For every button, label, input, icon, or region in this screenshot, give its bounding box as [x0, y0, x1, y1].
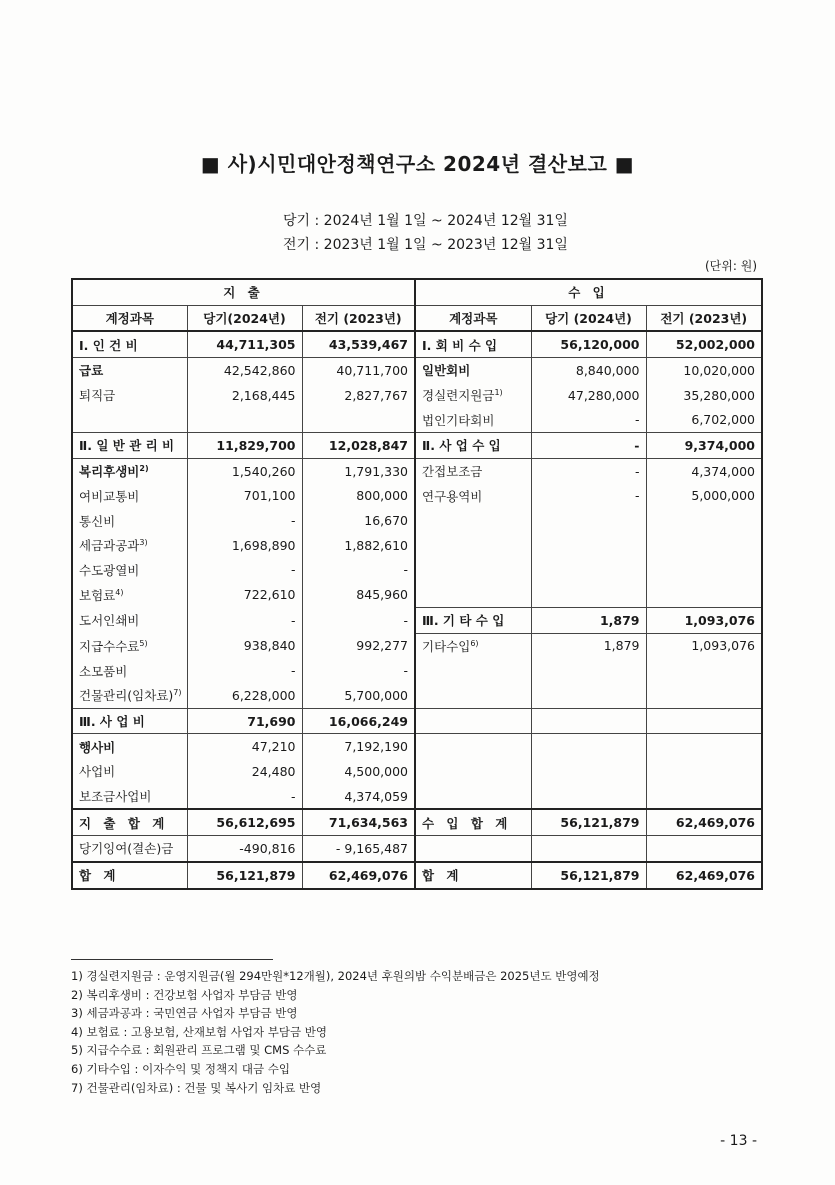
expense-prior-text: 16,670 [364, 513, 408, 529]
expense-current-text: 2,168,445 [231, 387, 296, 403]
income-current-text: 56,121,879 [560, 867, 640, 883]
expense-current [187, 836, 302, 862]
income-header: 수 입 [415, 279, 762, 305]
expense-account-text: 복리후생비 [79, 464, 140, 480]
expense-current [187, 862, 302, 889]
table-row [72, 759, 762, 784]
income-current [531, 558, 646, 583]
income-current [531, 836, 646, 862]
expense-prior-text: 62,469,076 [328, 867, 408, 883]
income-account-text: 기타수입 [422, 638, 471, 654]
income-prior-text: 9,374,000 [684, 437, 755, 453]
expense-account-text: Ⅲ. 사 업 비 [79, 714, 145, 730]
footnote-marker: 2) [139, 464, 149, 473]
expense-header: 지 출 [72, 279, 415, 305]
income-current [531, 358, 646, 383]
income-account [415, 633, 531, 658]
expense-current [187, 433, 302, 459]
expense-account-text: 급료 [79, 363, 104, 379]
expense-prior [302, 759, 415, 784]
table-row [72, 862, 762, 889]
table-row [72, 358, 762, 383]
expense-current [187, 759, 302, 784]
table-row [72, 734, 762, 759]
income-current [531, 508, 646, 533]
expense-account [72, 508, 187, 533]
footnotes [71, 967, 600, 1097]
expense-current-text: 938,840 [243, 638, 296, 654]
expense-prior [302, 508, 415, 533]
expense-current-text: 56,121,879 [216, 867, 296, 883]
expense-current [187, 784, 302, 810]
col-account: 계정과목 [72, 305, 187, 331]
expense-current-text: 701,100 [243, 488, 296, 504]
footnote-marker: 6) [470, 638, 479, 648]
expense-account-text: 도서인쇄비 [79, 613, 140, 629]
expense-prior-text: - 9,165,487 [335, 840, 408, 856]
income-account [415, 383, 531, 408]
expense-current-text: 722,610 [243, 587, 296, 603]
income-prior [646, 358, 762, 383]
footnote-marker: 4) [115, 587, 124, 597]
income-account [415, 331, 531, 357]
expense-prior [302, 533, 415, 558]
income-current-text: - [634, 463, 640, 479]
income-prior [646, 734, 762, 759]
period-current: 당기 : 2024년 1월 1일 ~ 2024년 12월 31일 [283, 213, 568, 229]
income-current [531, 734, 646, 759]
expense-account-text: 통신비 [79, 513, 116, 529]
expense-prior-text: 5,700,000 [344, 687, 408, 703]
income-account-text: 법인기타회비 [422, 412, 495, 428]
expense-account [72, 533, 187, 558]
expense-prior [302, 836, 415, 862]
expense-account-text: 보험료 [79, 587, 116, 603]
expense-current-text: 71,690 [247, 713, 296, 729]
expense-prior [302, 683, 415, 708]
income-current [531, 683, 646, 708]
income-prior-text: 62,469,076 [675, 815, 755, 831]
income-prior [646, 633, 762, 658]
expense-current-text: - [290, 562, 296, 578]
expense-account [72, 633, 187, 658]
expense-current-text: -490,816 [239, 840, 296, 856]
income-prior [646, 383, 762, 408]
expense-prior-text: 800,000 [356, 488, 408, 504]
expense-prior-text: 845,960 [356, 587, 408, 603]
income-account [415, 734, 531, 759]
income-current-text: - [634, 437, 640, 453]
income-prior-text: 10,020,000 [683, 362, 755, 378]
expense-prior-text: 4,374,059 [344, 788, 408, 804]
footnote-marker: 7) [173, 688, 182, 698]
expense-prior-text: 71,634,563 [328, 815, 408, 831]
expense-account [72, 862, 187, 889]
income-current [531, 633, 646, 658]
expense-account [72, 433, 187, 459]
footnote-item: 1) 경실련지원금 : 운영지원금(월 294만원*12개월), 2024년 후원의밤 수익분배금은 2025년도 반영예정 [71, 969, 600, 983]
expense-prior [302, 658, 415, 683]
income-prior [646, 836, 762, 862]
expense-account [72, 708, 187, 734]
page-number: - 13 - [720, 1133, 757, 1149]
income-prior [646, 607, 762, 633]
expense-account [72, 458, 187, 483]
income-account [415, 708, 531, 734]
income-prior [646, 784, 762, 810]
income-account [415, 784, 531, 810]
table-row [72, 582, 762, 607]
expense-prior-text: 12,028,847 [328, 437, 408, 453]
income-current-text: 56,120,000 [560, 337, 640, 353]
income-account [415, 862, 531, 889]
expense-account-text: 보조금사업비 [79, 789, 152, 805]
income-current [531, 533, 646, 558]
expense-account [72, 734, 187, 759]
expense-account [72, 358, 187, 383]
expense-account [72, 836, 187, 862]
footnote-marker: 5) [139, 638, 148, 648]
income-current [531, 484, 646, 509]
income-account [415, 484, 531, 509]
expense-prior-text: 40,711,700 [336, 362, 408, 378]
income-prior [646, 759, 762, 784]
expense-account-text: 지 출 합 계 [79, 815, 169, 831]
income-prior [646, 533, 762, 558]
income-account [415, 683, 531, 708]
expense-current [187, 658, 302, 683]
table-row [72, 484, 762, 509]
income-current [531, 407, 646, 432]
table-row [72, 383, 762, 408]
expense-prior-text: 7,192,190 [344, 739, 408, 755]
income-account-text: 수 입 합 계 [422, 815, 512, 831]
footnote-item: 2) 복리후생비 : 건강보험 사업자 부담금 반영 [71, 987, 298, 1002]
expense-current [187, 407, 302, 432]
expense-current [187, 809, 302, 835]
expense-account-text: 여비교통비 [79, 488, 140, 504]
expense-account-text: 합 계 [79, 868, 120, 884]
income-account [415, 582, 531, 607]
expense-prior-text: 992,277 [356, 638, 408, 654]
income-current [531, 708, 646, 734]
expense-prior-text: - [403, 663, 408, 679]
expense-prior [302, 458, 415, 483]
footnote-divider [71, 959, 273, 960]
expense-current [187, 558, 302, 583]
expense-current-text: 56,612,695 [216, 815, 296, 831]
expense-current [187, 533, 302, 558]
expense-account-text: 수도광열비 [79, 562, 140, 578]
expense-current [187, 683, 302, 708]
expense-current-text: 1,698,890 [231, 537, 296, 553]
expense-account-text: 행사비 [79, 739, 116, 755]
income-account-text: 연구용역비 [422, 488, 483, 504]
income-current [531, 582, 646, 607]
table-row [72, 784, 762, 810]
table-row [72, 331, 762, 357]
expense-prior [302, 633, 415, 658]
footnote-item: 5) 지급수수료 : 회원관리 프로그램 및 CMS 수수료 [71, 1043, 327, 1058]
expense-current [187, 458, 302, 483]
expense-prior [302, 358, 415, 383]
expense-account [72, 607, 187, 633]
expense-account [72, 582, 187, 607]
expense-current [187, 607, 302, 633]
expense-account-text: Ⅱ. 일 반 관 리 비 [79, 438, 175, 454]
period-prior: 전기 : 2023년 1월 1일 ~ 2023년 12월 31일 [283, 237, 568, 253]
income-current-text: 47,280,000 [567, 387, 640, 403]
income-current [531, 383, 646, 408]
expense-account [72, 683, 187, 708]
expense-prior-text: 4,500,000 [344, 763, 408, 779]
income-current [531, 784, 646, 810]
income-account-text: 합 계 [422, 868, 463, 884]
expense-prior-text: 1,791,330 [344, 463, 408, 479]
footnote-item: 3) 세금과공과 : 국민연금 사업자 부담금 반영 [71, 1006, 298, 1021]
income-account [415, 358, 531, 383]
col-prior: 전기 (2023년) [302, 305, 415, 331]
table-row [72, 558, 762, 583]
table-row [72, 836, 762, 862]
footnote-marker: 3) [139, 538, 148, 548]
expense-account [72, 558, 187, 583]
expense-current [187, 383, 302, 408]
income-account [415, 533, 531, 558]
expense-prior [302, 784, 415, 810]
table-row [72, 607, 762, 633]
expense-current-text: 6,228,000 [231, 687, 296, 703]
income-prior-text: 1,093,076 [684, 612, 755, 628]
income-current-text: 8,840,000 [575, 362, 640, 378]
income-current-text: 1,879 [603, 638, 640, 654]
expense-current-text: 44,711,305 [216, 337, 296, 353]
expense-current [187, 633, 302, 658]
income-current-text: - [634, 488, 640, 504]
expense-prior-text: - [403, 562, 408, 578]
table-row [72, 508, 762, 533]
table-row [72, 433, 762, 459]
expense-current-text: - [290, 663, 296, 679]
expense-account [72, 331, 187, 357]
income-account [415, 809, 531, 835]
income-prior [646, 708, 762, 734]
expense-prior-text: 1,882,610 [344, 537, 408, 553]
income-prior [646, 683, 762, 708]
expense-current-text: 24,480 [251, 763, 296, 779]
unit-label: (단위: 원) [705, 259, 757, 273]
expense-current-text: 47,210 [251, 739, 296, 755]
expense-current-text: - [290, 513, 296, 529]
income-prior [646, 331, 762, 357]
income-account [415, 836, 531, 862]
expense-prior [302, 407, 415, 432]
expense-current [187, 484, 302, 509]
income-prior [646, 484, 762, 509]
income-prior-text: 4,374,000 [691, 463, 755, 479]
expense-current-text: - [290, 612, 296, 628]
income-prior [646, 862, 762, 889]
income-account [415, 508, 531, 533]
expense-current [187, 331, 302, 357]
income-prior-text: 5,000,000 [691, 488, 755, 504]
income-current [531, 331, 646, 357]
expense-account-text: 세금과공과 [79, 538, 140, 554]
income-account-text: Ⅰ. 회 비 수 입 [422, 337, 498, 353]
income-account-text: 경실련지원금 [422, 388, 495, 404]
table-row [72, 683, 762, 708]
expense-account [72, 658, 187, 683]
expense-prior-text: 43,539,467 [328, 337, 408, 353]
expense-account [72, 759, 187, 784]
expense-account-text: 지급수수료 [79, 638, 140, 654]
expense-prior [302, 331, 415, 357]
table-row [72, 407, 762, 432]
income-prior [646, 658, 762, 683]
expense-prior [302, 484, 415, 509]
table-row [72, 458, 762, 483]
income-prior-text: 62,469,076 [675, 867, 755, 883]
table-row [72, 533, 762, 558]
expense-prior [302, 708, 415, 734]
income-current [531, 809, 646, 835]
income-account [415, 407, 531, 432]
income-current-text: 1,879 [599, 612, 640, 628]
expense-account-text: 건물관리(임차료) [79, 688, 174, 704]
table-row [72, 708, 762, 734]
income-prior [646, 458, 762, 483]
expense-prior [302, 433, 415, 459]
income-account [415, 558, 531, 583]
expense-current [187, 508, 302, 533]
expense-prior [302, 558, 415, 583]
expense-prior [302, 582, 415, 607]
income-prior-text: 1,093,076 [691, 638, 755, 654]
income-current [531, 607, 646, 633]
expense-prior-text: 2,827,767 [344, 387, 408, 403]
page-title: ■ 사)시민대안정책연구소 2024년 결산보고 ■ [200, 152, 635, 176]
expense-current [187, 734, 302, 759]
col-current: 당기(2024년) [187, 305, 302, 331]
expense-prior-text: 16,066,249 [328, 713, 408, 729]
expense-current [187, 358, 302, 383]
settlement-table [71, 278, 763, 890]
income-prior [646, 582, 762, 607]
footnote-item: 7) 건물관리(임차료) : 건물 및 복사기 임차료 반영 [71, 1080, 322, 1095]
income-prior-text: 52,002,000 [675, 337, 755, 353]
income-current [531, 759, 646, 784]
table-column-header-row [72, 305, 762, 331]
expense-prior [302, 607, 415, 633]
income-current [531, 862, 646, 889]
income-account [415, 658, 531, 683]
income-current [531, 458, 646, 483]
income-account-text: Ⅲ. 기 타 수 입 [422, 613, 505, 629]
income-prior-text: 6,702,000 [691, 412, 755, 428]
income-prior [646, 558, 762, 583]
expense-prior-text: - [403, 612, 408, 628]
expense-account-text: Ⅰ. 인 건 비 [79, 337, 138, 353]
expense-current-text: - [290, 788, 296, 804]
income-current-text: - [634, 412, 640, 428]
income-account-text: 일반회비 [422, 363, 471, 379]
income-current [531, 433, 646, 459]
table-section-header-row [72, 279, 762, 305]
income-account [415, 433, 531, 459]
expense-account [72, 484, 187, 509]
income-account-text: Ⅱ. 사 업 수 입 [422, 438, 501, 454]
expense-prior [302, 734, 415, 759]
income-prior-text: 35,280,000 [683, 387, 755, 403]
col-prior-income: 전기 (2023년) [646, 305, 762, 331]
expense-account [72, 809, 187, 835]
income-prior [646, 508, 762, 533]
expense-current [187, 708, 302, 734]
expense-account [72, 407, 187, 432]
income-current [531, 658, 646, 683]
income-account-text: 간접보조금 [422, 464, 483, 480]
col-current-income: 당기 (2024년) [531, 305, 646, 331]
expense-account-text: 사업비 [79, 764, 116, 780]
expense-account-text: 당기잉여(결손)금 [79, 841, 174, 857]
expense-current [187, 582, 302, 607]
expense-prior [302, 809, 415, 835]
income-current-text: 56,121,879 [560, 815, 640, 831]
expense-account-text: 퇴직금 [79, 388, 116, 404]
income-prior [646, 809, 762, 835]
table-row [72, 658, 762, 683]
expense-current-text: 11,829,700 [216, 437, 296, 453]
income-account [415, 458, 531, 483]
expense-prior [302, 862, 415, 889]
expense-current-text: 1,540,260 [231, 463, 296, 479]
footnote-item: 4) 보험료 : 고용보험, 산재보험 사업자 부담금 반영 [71, 1024, 327, 1039]
footnote-item: 6) 기타수입 : 이자수익 및 정책지 대금 수입 [71, 1061, 291, 1076]
income-prior [646, 433, 762, 459]
income-prior [646, 407, 762, 432]
table-row [72, 809, 762, 835]
expense-account [72, 784, 187, 810]
table-row [72, 633, 762, 658]
footnote-marker: 1) [494, 387, 503, 397]
income-account [415, 759, 531, 784]
col-account-income: 계정과목 [415, 305, 531, 331]
expense-account-text: 소모품비 [79, 663, 128, 679]
expense-prior [302, 383, 415, 408]
income-account [415, 607, 531, 633]
expense-account [72, 383, 187, 408]
expense-current-text: 42,542,860 [223, 362, 296, 378]
